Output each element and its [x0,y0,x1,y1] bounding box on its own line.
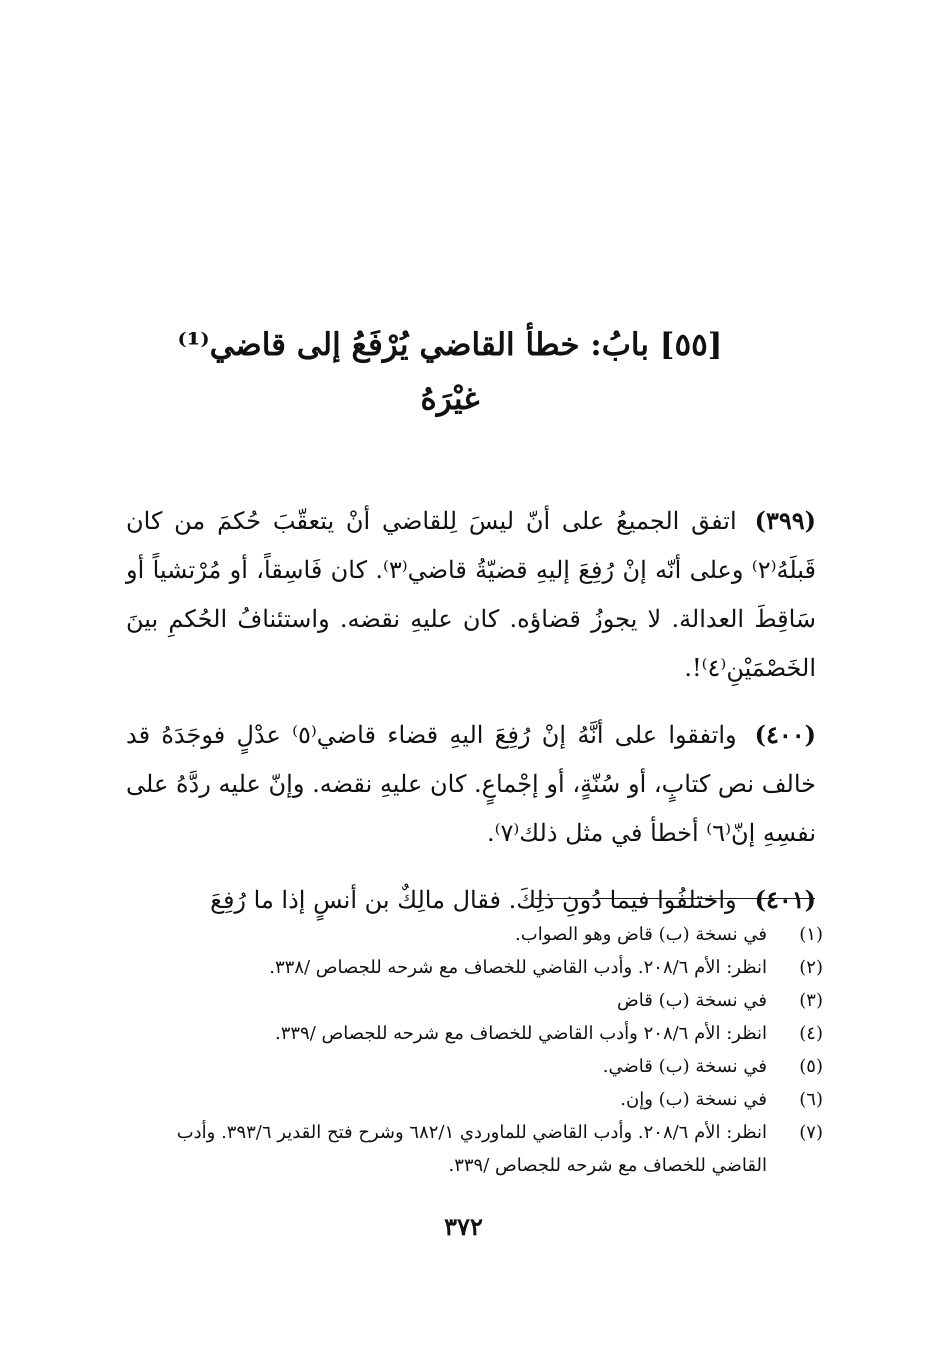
footnotes [126,918,823,1182]
footnote-text: في نسخة (ب) وإن. [620,1089,767,1110]
footnote-number: (٣) [799,990,823,1011]
footnote-separator [535,898,815,899]
footnote-number: (٧) [799,1122,823,1143]
paragraph-text: واتفقوا على أنَّهُ إنْ رُفِعَ اليهِ قضاء قاضي⁽٥⁾ عدْلٍ فوجَدَهُ قد خالف نص كتابٍ، أو سُنّةٍ، أو إجْماعٍ. كان عليهِ نقضه. وإنّ عليه ردَّهُ على نفسِهِ إنّ⁽٦⁾ أخطأ في مثل ذلك⁽٧⁾. [126,721,816,847]
paragraph-399 [126,496,816,693]
footnote-number: (٤) [799,1023,823,1044]
footnote-6 [126,1083,823,1116]
footnote-3 [126,984,823,1017]
footnote-2 [126,951,823,984]
paragraph-number: (٤٠١) [754,885,816,914]
main-text [126,496,816,942]
footnote-text: انظر: الأم ٢٠٨/٦. وأدب القاضي للخصاف مع شرحه للجصاص /٣٣٨. [269,957,767,978]
paragraph-text: اتفق الجميعُ على أنّ ليسَ لِلقاضي أنْ يتعقّبَ حُكمَ من كان قَبلَهُ⁽٢⁾ وعلى أنّه إنْ رُفِعَ إليهِ قضيّةُ قاضي⁽٣⁾. كان فَاسِقاً، أو مُرْتشياً أو سَاقِطَ العدالة. لا يجوزُ قضاؤه. كان عليهِ نقضه. واستئنافُ الحُكمِ بينَ الخَصْمَيْنِ⁽٤⁾!. [126,507,817,682]
footnote-5 [126,1050,823,1083]
footnote-text: في نسخة (ب) قاض [617,990,767,1011]
footnote-4 [126,1017,823,1050]
paragraph-number: (٤٠٠) [754,720,816,749]
paragraph-400 [126,710,816,858]
footnote-number: (٥) [799,1056,823,1077]
paragraph-number: (٣٩٩) [754,506,816,535]
footnote-7 [126,1116,823,1182]
footnote-1 [126,918,823,951]
paragraph-text: واختلفُوا فيما دُونِ ذلِكَ. فقال مالِكٌ بن أنسٍ إذا ما رُفِعَ [210,886,737,914]
footnote-number: (١) [799,924,823,945]
footnote-number: (٢) [799,957,823,978]
footnote-number: (٦) [799,1089,823,1110]
chapter-heading: [٥٥] بابُ: خطأ القاضي يُرْفَعُ إلى قاضي⁽¹⁾ غيْرَهُ [177,327,723,417]
footnote-text: في نسخة (ب) قاض وهو الصواب. [515,924,767,945]
footnote-text: انظر: الأم ٢٠٨/٦ وأدب القاضي للخصاف مع شرحه للجصاص /٣٣٩. [274,1023,767,1044]
page-number: ٣٧٢ [444,1212,483,1241]
footnote-text: في نسخة (ب) قاضي. [602,1056,767,1077]
footnote-text: انظر: الأم ٢٠٨/٦. وأدب القاضي للماوردي ٦٨٢/١ وشرح فتح القدير ٣٩٣/٦. وأدب القاضي للخصاف مع شرحه للجصاص /٣٣٩. [176,1122,767,1176]
